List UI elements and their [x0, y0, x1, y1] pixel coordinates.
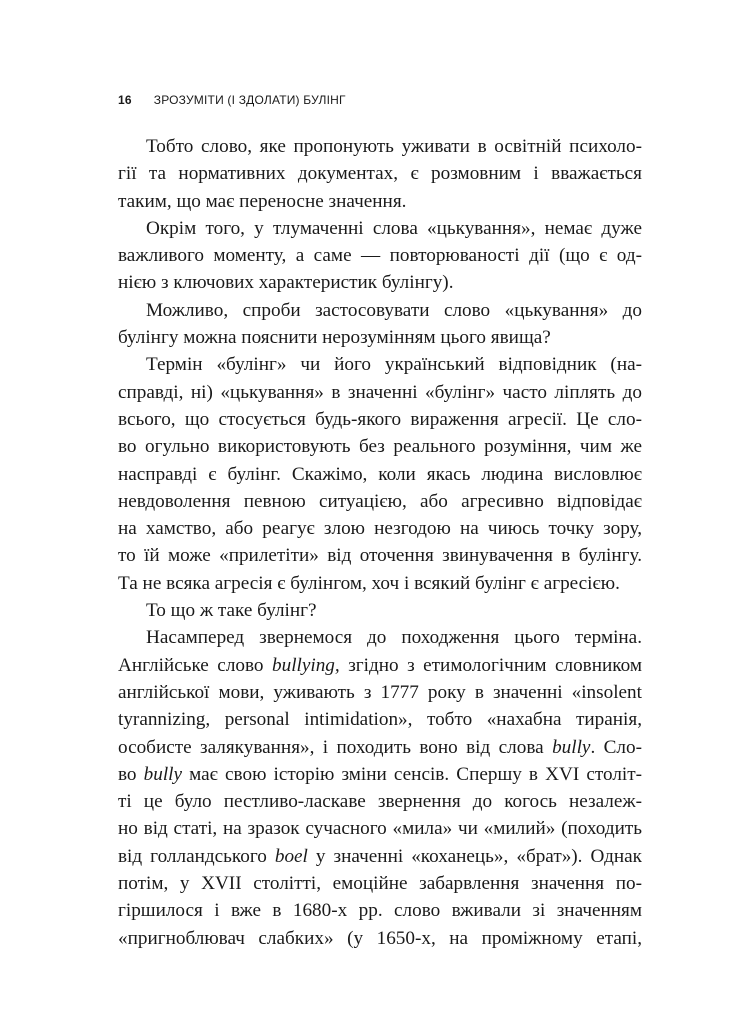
text-line	[118, 324, 642, 351]
text-line	[118, 297, 642, 324]
paragraph	[118, 351, 642, 597]
text-line	[118, 242, 642, 269]
text-run: . Сло-	[590, 736, 642, 758]
text-line	[118, 351, 642, 378]
text-line	[118, 488, 642, 515]
page-number: 16	[118, 93, 132, 107]
text-line	[118, 269, 642, 296]
text-line	[118, 433, 642, 460]
text-line	[118, 788, 642, 815]
italic-term: bullying,	[272, 654, 340, 676]
text-run: важливого моменту, а саме — повторюваності дії (що є од-	[118, 245, 642, 267]
text-line	[118, 570, 642, 597]
text-line	[118, 379, 642, 406]
text-run: невдоволення певною ситуацією, або агресивно відповідає	[118, 490, 642, 512]
text-line	[118, 815, 642, 842]
text-run: англійської мови, уживають з 1777 року в значенні «insolent	[118, 681, 642, 703]
text-line	[118, 843, 642, 870]
running-header	[118, 93, 346, 107]
text-run: від голландського	[118, 845, 275, 867]
text-run: має свою історію зміни сенсів. Спершу в XVI століт-	[182, 763, 643, 785]
paragraph	[118, 597, 642, 624]
text-run: Термін «булінг» чи його український відповідник (на-	[146, 354, 642, 376]
text-line	[118, 188, 642, 215]
text-run: на хамство, або реагує злою незгодою на чиюсь точку зору,	[118, 518, 642, 540]
italic-term: bully	[143, 763, 183, 785]
text-run: То що ж таке булінг?	[146, 600, 317, 622]
text-line	[118, 515, 642, 542]
text-run: то їй може «прилетіти» від оточення звинувачення в булінгу.	[118, 545, 642, 567]
text-run: справді, ні) «цькування» в значенні «булінг» часто ліплять до	[118, 381, 642, 403]
text-run: но від статі, на зразок сучасного «мила» чи «милий» (походить	[118, 818, 642, 840]
body-text	[118, 133, 642, 952]
text-line	[118, 624, 642, 651]
text-run: насправді є булінг. Скажімо, коли якась людина висловлює	[118, 463, 642, 485]
text-line	[118, 406, 642, 433]
italic-term: bully	[552, 736, 591, 758]
text-run: у значенні «коханець», «брат»). Однак	[307, 845, 642, 867]
text-run: Насамперед звернемося до походження цього терміна.	[146, 627, 642, 649]
text-run: гіршилося і вже в 1680-х рр. слово вживали зі значенням	[118, 900, 642, 922]
text-line	[118, 215, 642, 242]
text-run: Тобто слово, яке пропонують уживати в освітній психоло-	[146, 136, 642, 157]
paragraph	[118, 624, 642, 952]
text-run: особисте залякування», і походить воно від слова	[118, 736, 553, 758]
text-run: во огульно використовують без реального розуміння, чим же	[118, 436, 642, 458]
paragraph	[118, 133, 642, 215]
text-line	[118, 706, 642, 733]
text-line	[118, 870, 642, 897]
text-run: гії та нормативних документах, є розмовним і вважається	[118, 163, 642, 185]
text-line	[118, 761, 642, 788]
text-line	[118, 597, 642, 624]
text-line	[118, 679, 642, 706]
text-line	[118, 160, 642, 187]
italic-term: boel	[274, 845, 308, 867]
text-run: во	[118, 763, 144, 785]
text-line	[118, 925, 642, 952]
paragraph	[118, 215, 642, 297]
text-run: потім, у XVII столітті, емоційне забарвлення значення по-	[118, 873, 642, 895]
text-run: згідно з етимологічним словником	[339, 654, 642, 676]
text-run: ті це було пестливо-ласкаве звернення до когось незалеж-	[118, 791, 642, 813]
text-run: таким, що має переносне значення.	[118, 190, 407, 212]
text-run: Окрім того, у тлумаченні слова «цькування», немає дуже	[146, 217, 642, 239]
text-line	[118, 461, 642, 488]
paragraph	[118, 297, 642, 352]
text-run: булінгу можна пояснити нерозумінням цього явища?	[118, 327, 551, 349]
running-title: ЗРОЗУМІТИ (І ЗДОЛАТИ) БУЛІНГ	[153, 93, 346, 107]
text-run: Та не всяка агресія є булінгом, хоч і всякий булінг є агресією.	[118, 572, 620, 594]
text-line	[118, 897, 642, 924]
text-line	[118, 734, 642, 761]
text-run: Можливо, спроби застосовувати слово «цькування» до	[146, 299, 642, 321]
text-run: всього, що стосується будь-якого вираження агресії. Це сло-	[118, 408, 642, 430]
text-run: «пригноблювач слабких» (у 1650-х, на проміжному етапі,	[118, 927, 642, 949]
text-run: tyrannizing, personal intimidation», тобто «нахабна тиранія,	[118, 709, 642, 731]
text-line	[118, 652, 642, 679]
text-line	[118, 542, 642, 569]
text-run: Англійське слово	[118, 654, 273, 676]
text-run: нією з ключових характеристик булінгу).	[118, 272, 454, 294]
text-line	[118, 133, 642, 160]
